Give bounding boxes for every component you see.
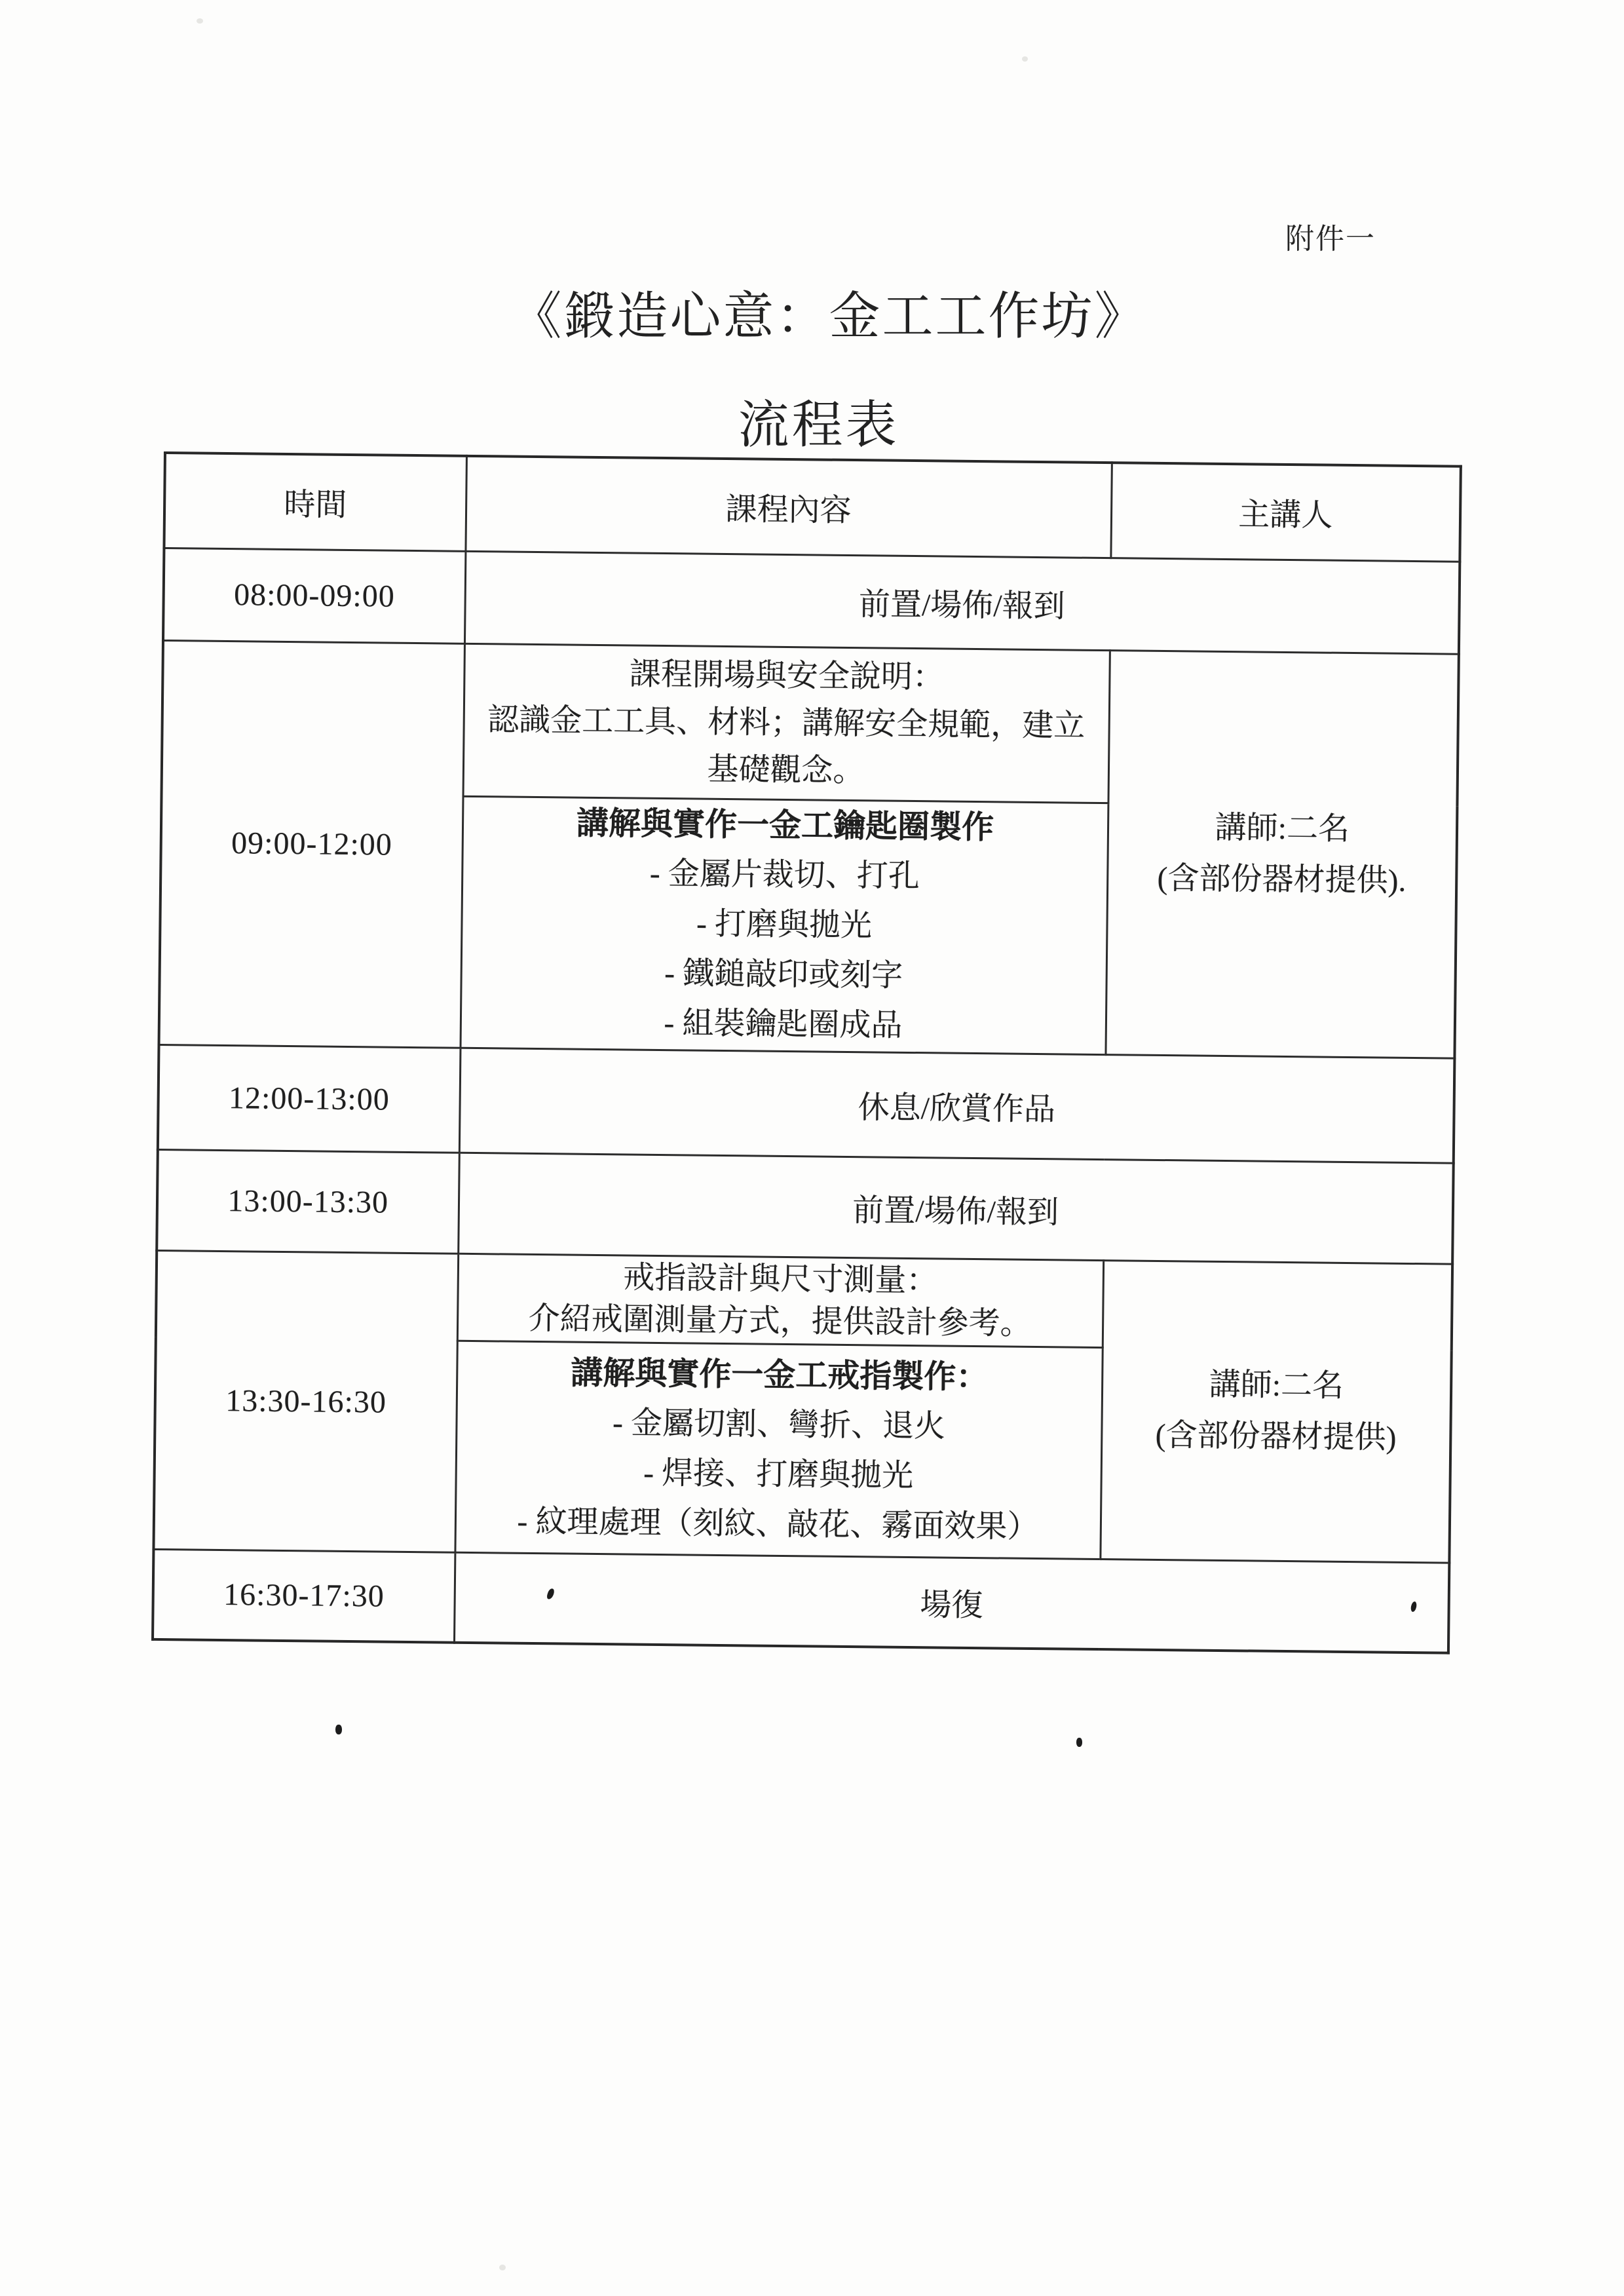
speaker-line: 講師:二名: [1215, 810, 1350, 847]
scan-speck: [335, 1725, 342, 1734]
time-cell: 09:00-12:00: [159, 640, 464, 1048]
scan-speck: [1076, 1738, 1082, 1747]
content-cell-intro: [463, 643, 1110, 803]
time-cell: 13:30-16:30: [153, 1250, 458, 1552]
practice-text: [461, 1347, 1096, 1552]
speaker-cell: [1105, 650, 1458, 1058]
content-cell: 前置/場佈/報到: [458, 1153, 1454, 1264]
table-row: [163, 548, 1460, 654]
table-header-row: [164, 453, 1460, 562]
practice-bullet: - 打磨與拋光: [696, 906, 873, 944]
content-cell-practice: [460, 796, 1108, 1054]
scan-smudge: [197, 18, 203, 24]
table-row: [158, 1044, 1455, 1163]
speaker-line: 講師:二名: [1209, 1367, 1344, 1404]
attachment-label: 附件一: [1285, 223, 1376, 255]
content-cell: 場復: [454, 1552, 1449, 1653]
page-title: 《鍛造心意：金工工作坊》: [510, 288, 1148, 345]
time-cell: 16:30-17:30: [153, 1549, 455, 1643]
intro-text: [469, 649, 1103, 797]
time-cell: 12:00-13:00: [158, 1044, 461, 1153]
header-speaker: 主講人: [1110, 463, 1460, 562]
table-row: [162, 640, 1459, 807]
scan-smudge: [1022, 56, 1028, 62]
practice-heading: 講解與實作一金工戒指製作：: [571, 1354, 989, 1395]
content-cell-practice: [455, 1341, 1102, 1559]
intro-line: 戒指設計與尺寸測量：: [623, 1259, 938, 1298]
speaker-text: [1107, 1358, 1445, 1464]
page-subtitle: 流程表: [738, 396, 899, 453]
speaker-line: (含部份器材提供).: [1157, 860, 1407, 898]
table-row: [157, 1149, 1454, 1264]
schedule-table: [151, 451, 1462, 1655]
speaker-cell: [1100, 1260, 1452, 1563]
practice-heading: 講解與實作一金工鑰匙圈製作: [576, 805, 994, 846]
practice-text: [466, 797, 1102, 1053]
time-cell: 13:00-13:30: [157, 1149, 459, 1253]
scan-smudge: [499, 2265, 506, 2270]
intro-line: 認識金工工具、材料；講解安全規範，建立: [487, 702, 1086, 744]
intro-text: [463, 1255, 1097, 1345]
practice-bullet: - 紋理處理（刻紋、敲花、霧面效果）: [517, 1504, 1039, 1544]
intro-line: 課程開場與安全說明：: [629, 656, 945, 695]
time-cell: 08:00-09:00: [163, 548, 465, 643]
practice-bullet: - 金屬切割、彎折、退火: [612, 1405, 946, 1444]
content-cell: 休息/欣賞作品: [459, 1048, 1455, 1163]
speaker-text: [1113, 801, 1450, 907]
header-time: 時間: [164, 453, 466, 551]
intro-line: 基礎觀念。: [707, 752, 865, 788]
practice-bullet: - 焊接、打磨與拋光: [643, 1455, 914, 1493]
content-cell-intro: [457, 1253, 1103, 1347]
practice-bullet: - 組裝鑰匙圈成品: [664, 1006, 903, 1043]
practice-bullet: - 金屬片裁切、打孔: [649, 856, 920, 894]
header-content: 課程內容: [465, 456, 1111, 558]
schedule-table-grid: [151, 451, 1462, 1655]
table-row: [156, 1250, 1452, 1351]
practice-bullet: - 鐵鎚敲印或刻字: [664, 956, 903, 993]
table-row: [153, 1549, 1449, 1653]
speaker-line: (含部份器材提供): [1155, 1417, 1397, 1455]
intro-line: 介紹戒圍測量方式，提供設計參考。: [528, 1301, 1032, 1341]
content-cell: 前置/場佈/報到: [464, 551, 1460, 654]
